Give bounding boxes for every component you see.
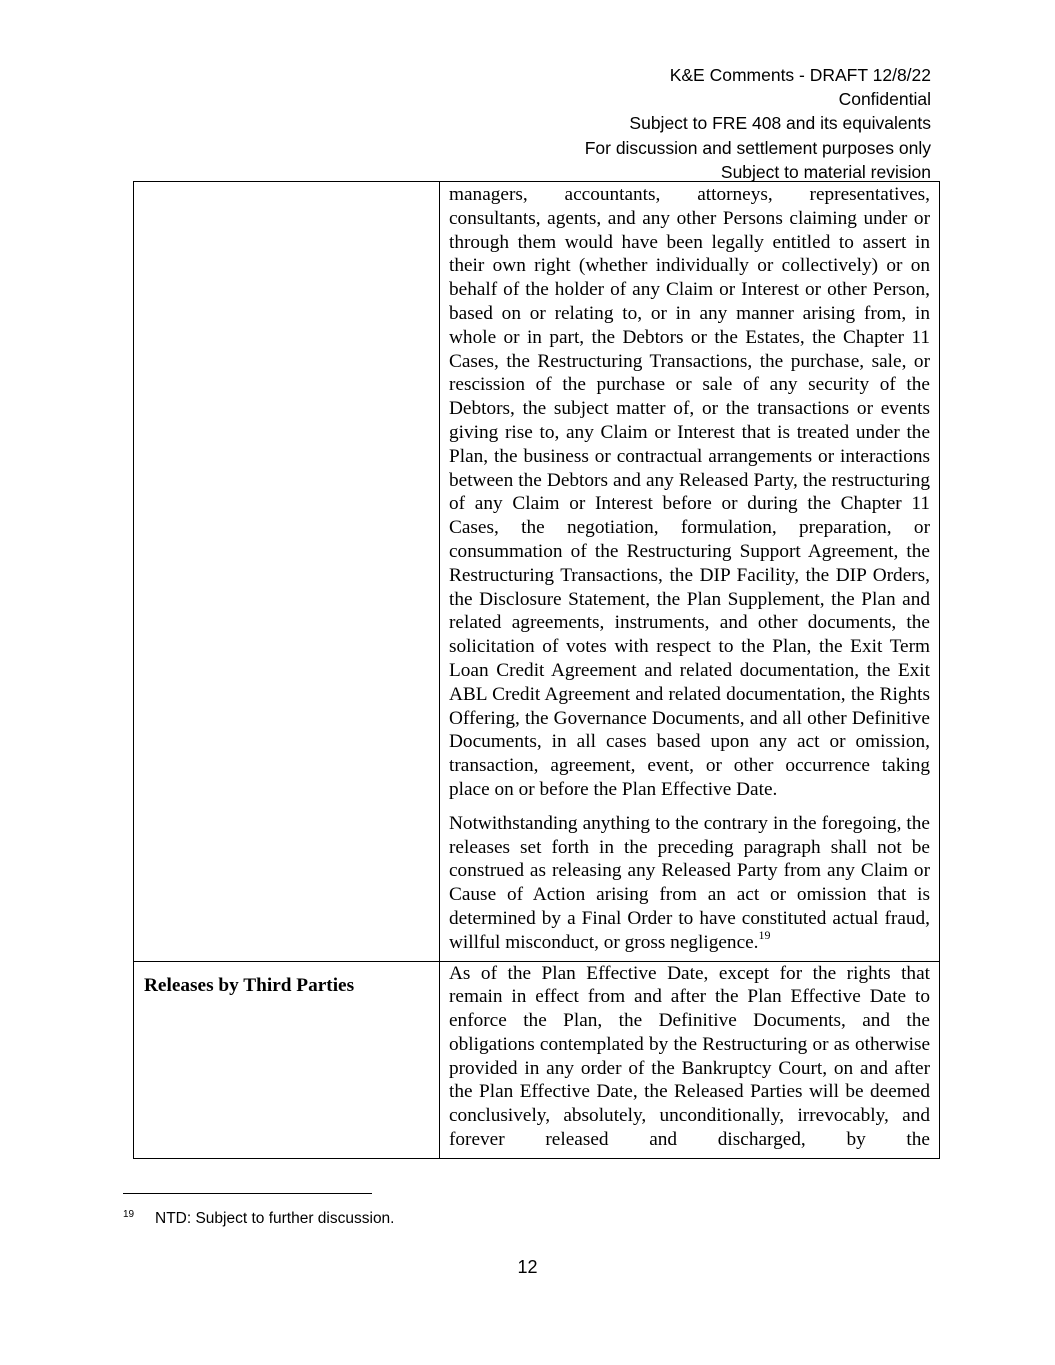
header-line: Subject to material revision: [720, 161, 931, 182]
paragraph-text: Notwithstanding anything to the contrary in the foregoing, the releases set forth in the preceding paragraph shall not be construed as releasing any Released Party from any Claim or Cause of Action arising from an act or omission that is determined by a Final Order to have constituted actual fraud, willful misconduct, or gross negligence.: [449, 812, 930, 953]
header-line: For discussion and settlement purposes only: [584, 137, 931, 158]
notwithstanding-paragraph: [449, 812, 930, 955]
release-paragraph: managers, accountants, attorneys, representatives, consultants, agents, and any other Persons claiming under or through them would have been legally entitled to assert in their own right (whether individually or collectively) or on behalf of the holder of any Claim or Interest or other Person, based on or relating to, or in any manner arising from, in whole or in part, the Debtors or the Estates, the Chapter 11 Cases, the Restructuring Transactions, the purchase, sale, or rescission of the purchase or sale of any security of the Debtors, the subject matter of, or the transactions or events giving rise to, any Claim or Interest that is treated under the Plan, the business or contractual arrangements or interactions between the Debtors and any Released Party, the restructuring of any Claim or Interest before or during the Chapter 11 Cases, the negotiation, formulation, preparation, or consummation of the Restructuring Support Agreement, the Restructuring Transactions, the DIP Facility, the DIP Orders, the Disclosure Statement, the Plan Supplement, the Plan and related agreements, instruments, and other documents, the solicitation of votes with respect to the Plan, the Exit Term Loan Credit Agreement and related documentation, the Exit ABL Credit Agreement and related documentation, the Rights Offering, the Governance Documents, and all other Definitive Documents, in all cases based upon any act or omission, transaction, agreement, event, or other occurrence taking place on or before the Plan Effective Date.: [449, 184, 930, 800]
row-label: Releases by Third Parties: [144, 974, 355, 996]
row-body-cell: [440, 182, 940, 962]
draft-header: [331, 63, 931, 184]
header-line: Confidential: [838, 89, 931, 110]
table-row: [134, 961, 940, 1158]
footnote-reference[interactable]: 19: [758, 927, 771, 942]
header-line: Subject to FRE 408 and its equivalents: [629, 113, 931, 134]
footnote: [123, 1206, 395, 1228]
third-party-release-paragraph: As of the Plan Effective Date, except for the rights that remain in effect from and after the Plan Effective Date to enforce the Plan, the Definitive Documents, and the obligations contemplated by the Restructuring or as otherwise provided in any order of the Bankruptcy Court, on and after the Plan Effective Date, the Released Parties will be deemed conclusively, absolutely, unconditionally, irrevocably, and forever released and discharged, by the: [449, 962, 930, 1151]
footnote-separator: [123, 1193, 372, 1194]
page-number: 12: [517, 1257, 538, 1277]
header-line: K&E Comments - DRAFT 12/8/22: [669, 65, 931, 85]
table-row: [134, 182, 940, 962]
row-label-cell: [134, 182, 440, 962]
term-sheet-table: [133, 181, 940, 1159]
row-label-cell: [134, 961, 440, 1158]
footnote-number: 19: [123, 1209, 135, 1220]
footnote-text: NTD: Subject to further discussion.: [155, 1210, 395, 1227]
row-body-cell: [440, 961, 940, 1158]
